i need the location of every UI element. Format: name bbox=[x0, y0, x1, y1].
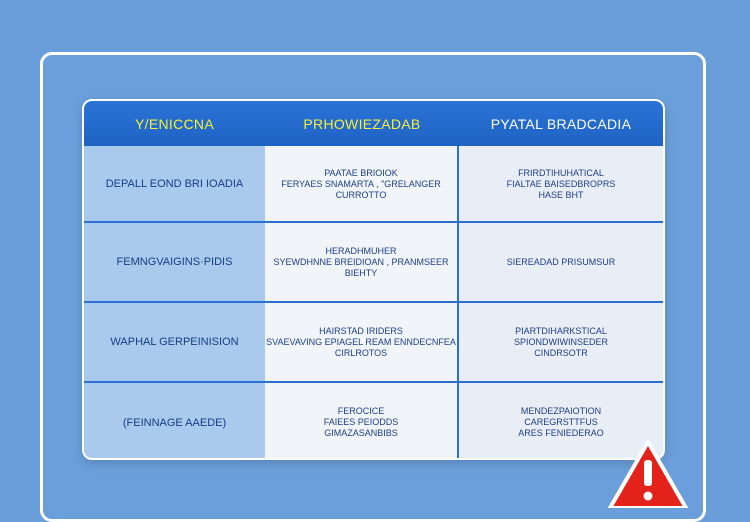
row-right-cell bbox=[459, 146, 663, 222]
cell-line: MENDEZPAIOTION bbox=[520, 406, 602, 416]
cell-line: HERADHMUHER bbox=[325, 245, 397, 256]
cell-line: ARES FENIEDERAO bbox=[518, 428, 604, 438]
row-label: (FEINNAGE AAEDE) bbox=[84, 383, 265, 460]
header-cell-3: PYATAL BRADCADIA bbox=[490, 115, 632, 132]
cell-line: SIEREADAD PRISUMSUR bbox=[506, 256, 616, 267]
table-row bbox=[84, 303, 663, 381]
cell-line: CURROTTO bbox=[335, 189, 387, 200]
cell-line: SPIONDWIWINSEDER bbox=[513, 336, 608, 347]
cell-line: FRIRDTIHUHATICAL bbox=[518, 167, 604, 178]
header-cell-1: Y/ENICCNA bbox=[135, 115, 214, 132]
cell-line: SVAEVAVING EPIAGEL REAM ENNDECNFEA bbox=[266, 336, 456, 347]
cell-line: CAREGRSTTFUS bbox=[524, 417, 598, 427]
row-right-cell bbox=[459, 223, 663, 301]
cell-line: CINDRSOTR bbox=[534, 347, 588, 358]
cell-line: CIRLROTOS bbox=[334, 347, 388, 358]
cell-line: PAATAE BRIOIOK bbox=[324, 167, 398, 178]
row-label: WAPHAL GERPEINISION bbox=[84, 303, 265, 381]
row-middle-cell bbox=[265, 146, 459, 222]
comparison-table bbox=[82, 99, 665, 460]
row-middle-cell bbox=[265, 303, 459, 381]
cell-line: FEROCICE bbox=[337, 406, 385, 416]
cell-line: PIARTDIHARKSTICAL bbox=[515, 325, 607, 336]
cell-line: FERYAES SNAMARTA , "GRELANGER bbox=[281, 178, 441, 189]
table-row bbox=[84, 223, 663, 301]
row-right-cell bbox=[459, 303, 663, 381]
cell-line: HAIRSTAD IRIDERS bbox=[319, 325, 403, 336]
cell-line: FIALTAE BAISEDBROPRS bbox=[506, 178, 616, 189]
cell-line: FAIEES PEIODDS bbox=[323, 417, 399, 427]
row-label: DEPALL EOND BRI IOADIA bbox=[84, 146, 265, 222]
table-row bbox=[84, 146, 663, 222]
cell-line: HASE BHT bbox=[538, 189, 584, 200]
warning-triangle-icon bbox=[606, 438, 690, 508]
table-header bbox=[84, 101, 663, 146]
cell-line: BIEHTY bbox=[344, 267, 378, 278]
table-row bbox=[84, 383, 663, 460]
row-middle-cell bbox=[265, 383, 459, 460]
row-label: FEMNGVAIGINS·PIDIS bbox=[84, 223, 265, 301]
cell-line: GIMAZASANBIBS bbox=[324, 428, 398, 438]
cell-line: SYEWDHNNE BREIDIOAN , PRANMSEER bbox=[273, 256, 449, 267]
row-middle-cell bbox=[265, 223, 459, 301]
header-cell-2: PRHOWIEZADAB bbox=[303, 115, 421, 132]
